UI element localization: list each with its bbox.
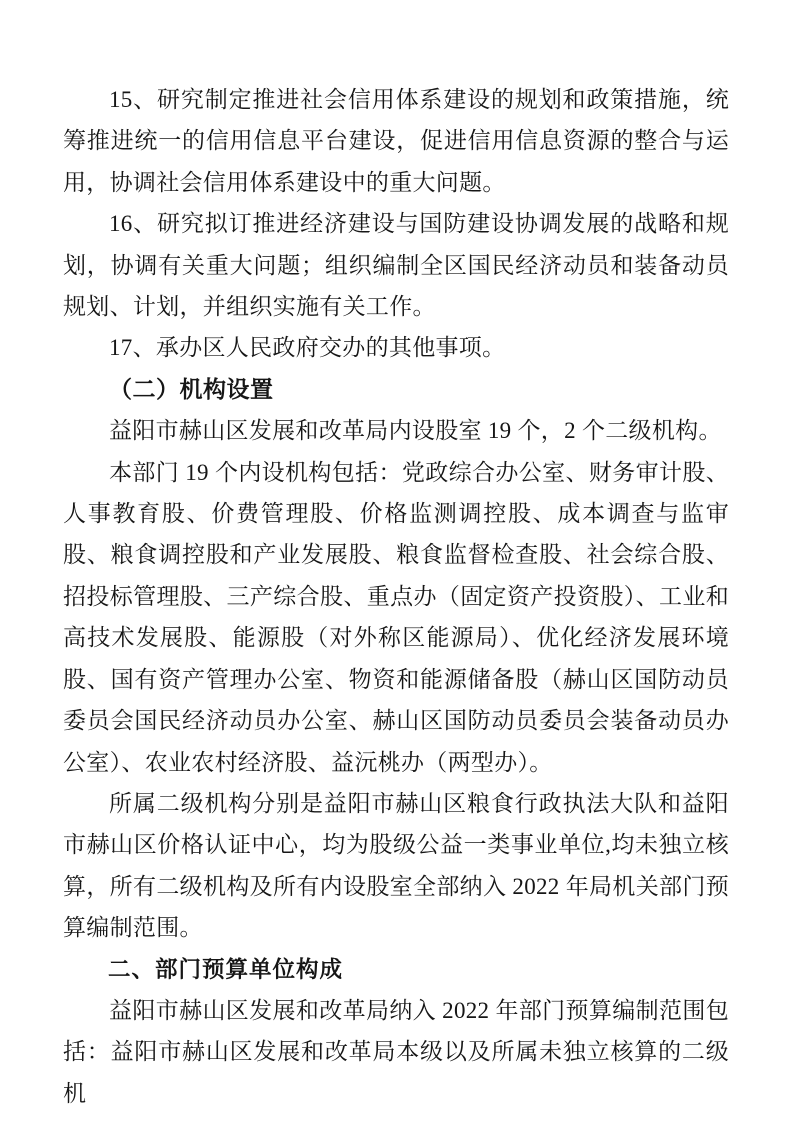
paragraph-duty-15: 15、研究制定推进社会信用体系建设的规划和政策措施，统筹推进统一的信用信息平台建设，促进信用信息资源的整合与运用，协调社会信用体系建设中的重大问题。: [63, 87, 729, 195]
paragraph-duty-16: 16、研究拟订推进经济建设与国防建设协调发展的战略和规划，协调有关重大问题；组织编制全区国民经济动员和装备动员规划、计划，并组织实施有关工作。: [63, 211, 729, 320]
paragraph-internal-bodies-list: 本部门 19 个内设机构包括：党政综合办公室、财务审计股、人事教育股、价费管理股、价格监测调控股、成本调查与监审股、粮食调控股和产业发展股、粮食监督检查股、社会综合股、招投标管理股、三产综合股、重点办（固定资产投资股）、工业和高技术发展股、能源股（对外称区能源局）、优化经济发展环境股、国有资产管理办公室、物资和能源储备股（赫山区国防动员委员会国民经济动员办公室、赫山区国防动员委员会装备动员办公室）、农业农村经济股、益沅桃办（两型办）。: [63, 459, 729, 775]
paragraph-org-count: 益阳市赫山区发展和改革局内设股室 19 个，2 个二级机构。: [109, 418, 722, 444]
section-heading-budget-unit-composition: 二、部门预算单位构成: [108, 956, 344, 982]
paragraph-subordinate-units: 所属二级机构分别是益阳市赫山区粮食行政执法大队和益阳市赫山区价格认证中心，均为股级公益一类事业单位,均未独立核算，所有二级机构及所有内设股室全部纳入 2022 年局机关部门预算编制范围。: [63, 790, 729, 941]
section-heading-organization-setup: （二）机构设置: [109, 376, 274, 402]
paragraph-budget-scope: 益阳市赫山区发展和改革局纳入 2022 年部门预算编制范围包括：益阳市赫山区发展和改革局本级以及所属未独立核算的二级机: [63, 997, 729, 1106]
paragraph-duty-17: 17、承办区人民政府交办的其他事项。: [109, 335, 506, 361]
